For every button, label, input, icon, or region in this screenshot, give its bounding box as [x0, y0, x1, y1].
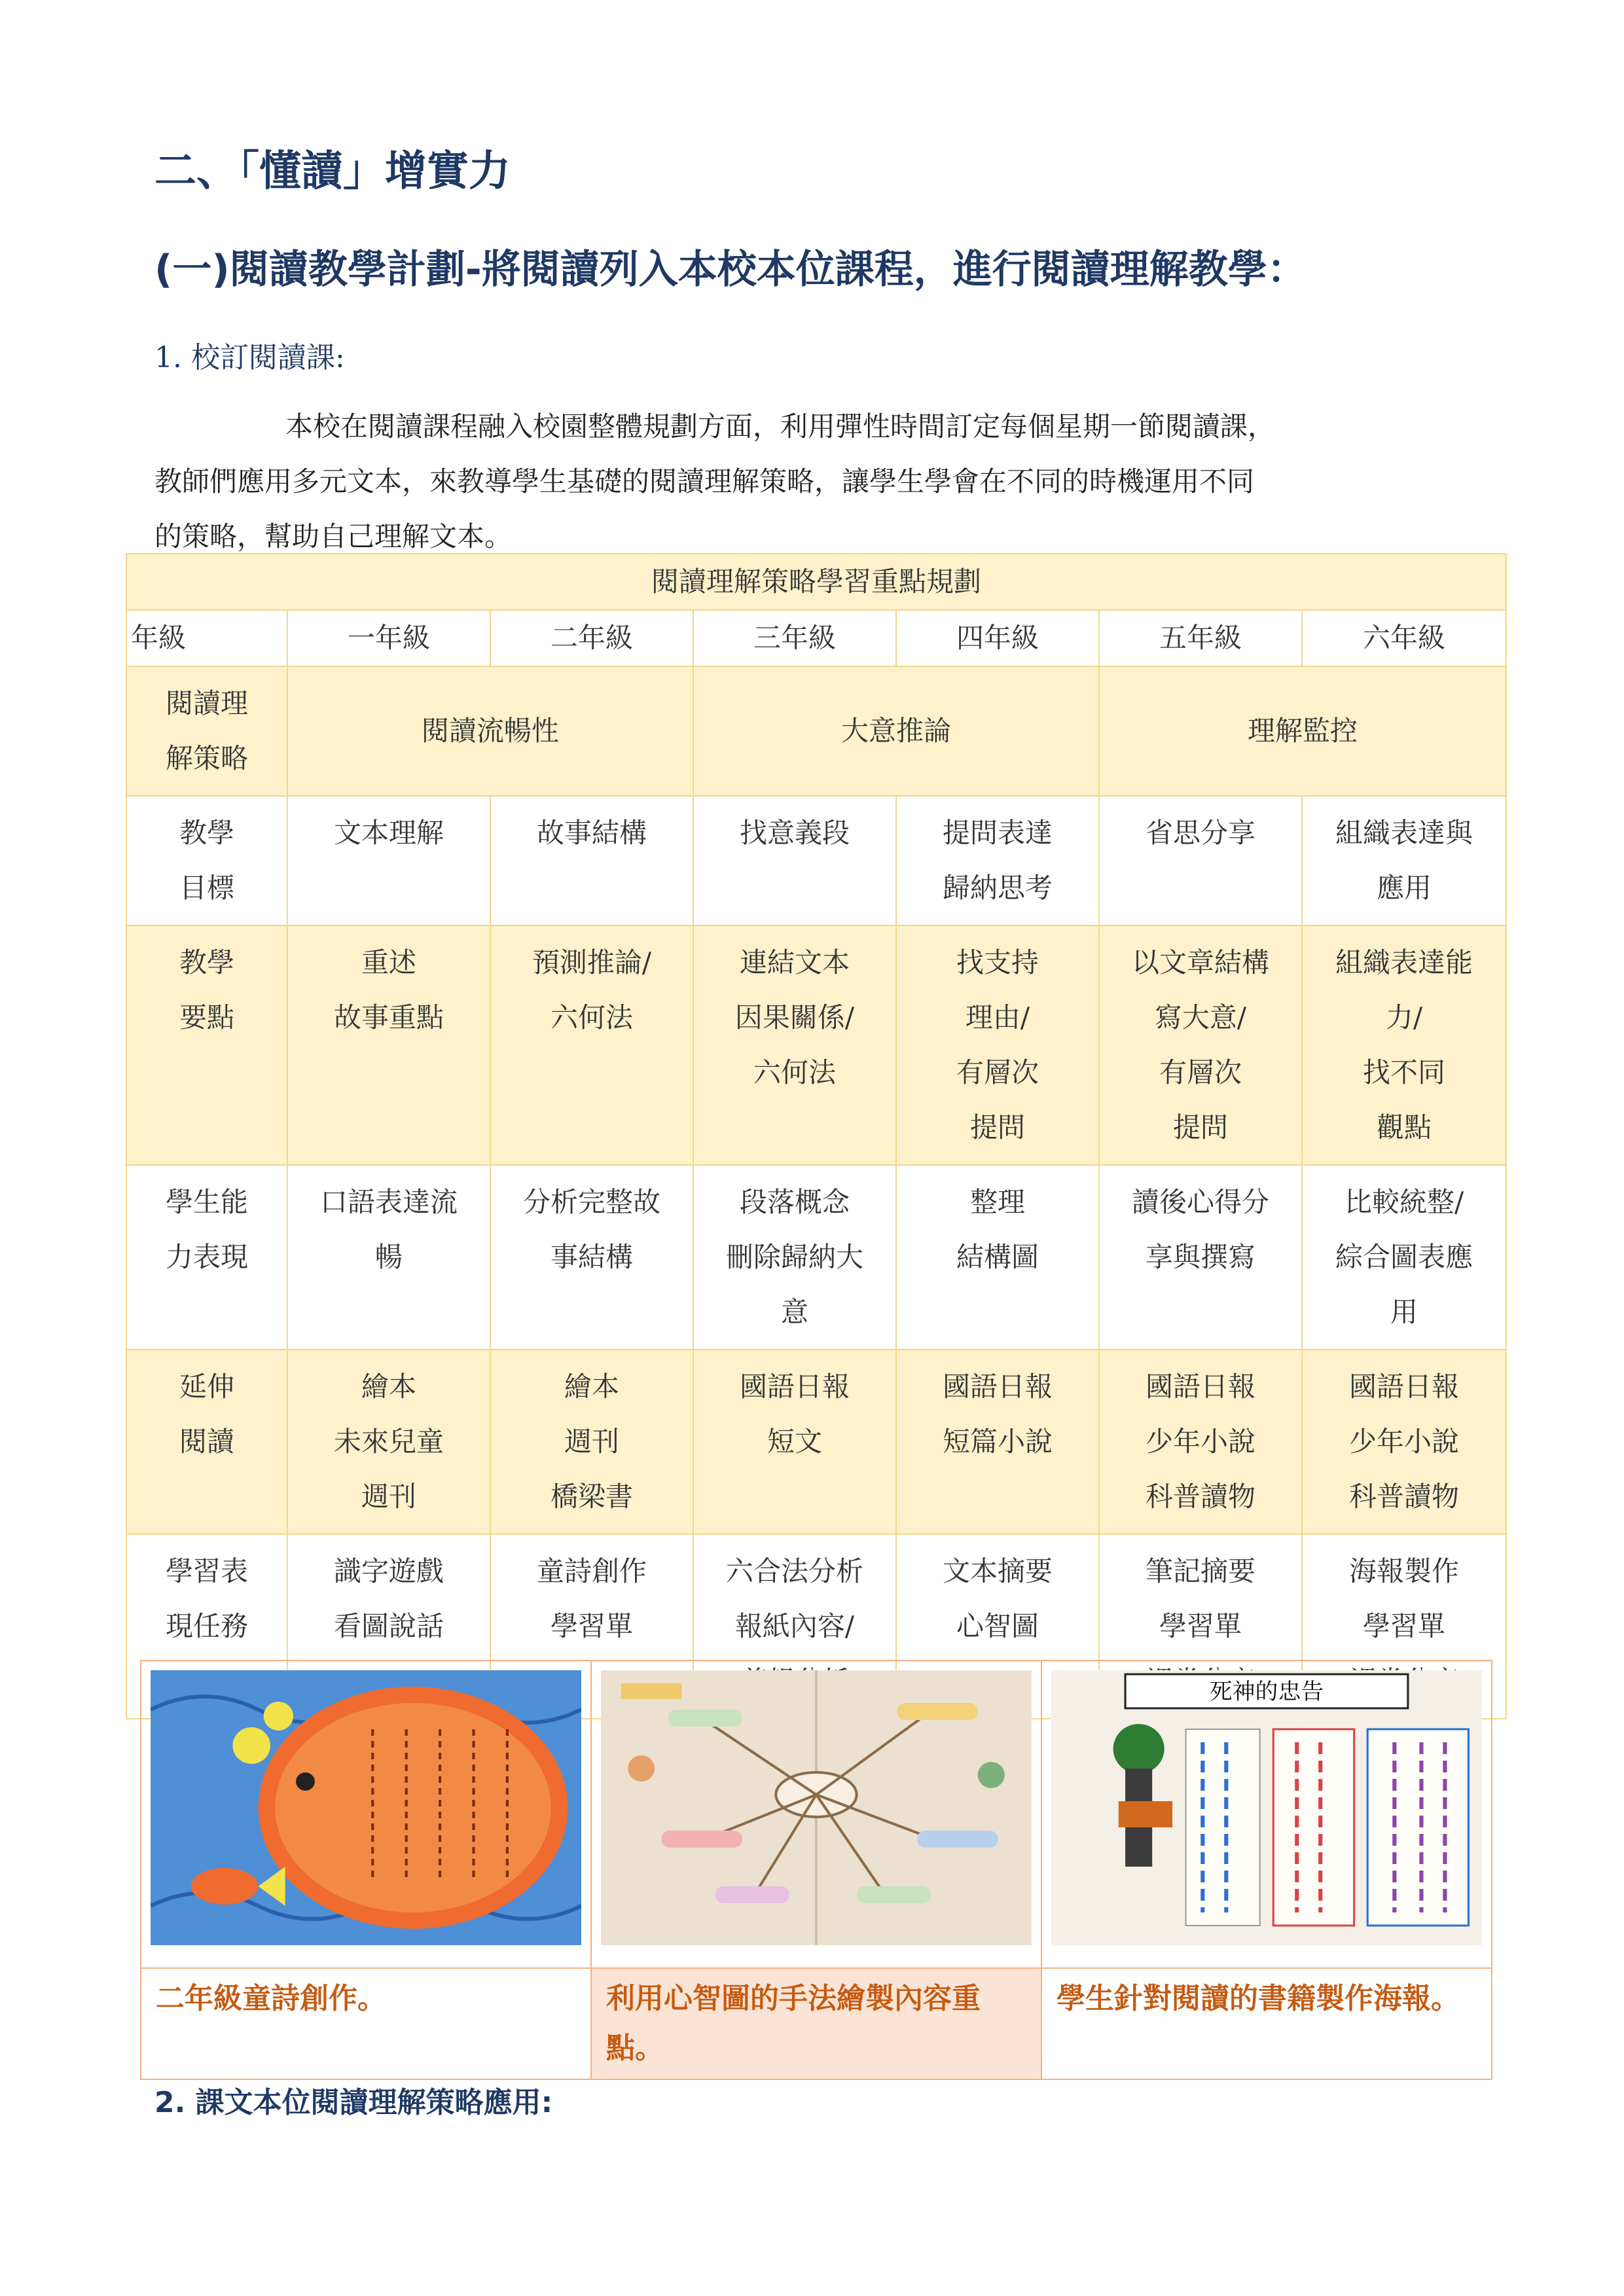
table-cell: 比較統整/ 綜合圖表應 用	[1302, 1165, 1506, 1350]
table-cell: 讀後心得分 享與撰寫	[1099, 1165, 1302, 1350]
row-label: 延伸 閱讀	[126, 1350, 287, 1534]
table-cell: 連結文本 因果關係/ 六何法	[693, 925, 896, 1165]
table-cell: 找支持 理由/ 有層次 提問	[896, 925, 1099, 1165]
poem-drawing-photo	[151, 1670, 581, 1945]
grade-header: 六年級	[1302, 610, 1506, 666]
row-label: 學習表 現任務	[126, 1534, 287, 1719]
grade-header: 三年級	[693, 610, 896, 666]
subsection-heading: (一)閱讀教學計劃-將閱讀列入本校本位課程，進行閱讀理解教學：	[154, 247, 1307, 293]
table-cell: 整理 結構圖	[896, 1165, 1099, 1350]
table-cell: 組織表達能 力/ 找不同 觀點	[1302, 925, 1506, 1165]
strategy-label: 閱讀理 解策略	[126, 666, 287, 796]
strategy-cell: 閱讀流暢性	[287, 666, 693, 796]
table-caption: 閱讀理解策略學習重點規劃	[126, 554, 1506, 610]
intro-line: 教師們應用多元文本，來教導學生基礎的閱讀理解策略，讓學生學會在不同的時機運用不同	[154, 465, 1255, 497]
item-heading-1: 1. 校訂閱讀課:	[154, 341, 345, 374]
intro-paragraph	[154, 399, 1477, 564]
grade-header: 四年級	[896, 610, 1099, 666]
row-label: 教學 目標	[126, 796, 287, 925]
table-row	[126, 925, 1506, 1165]
item-heading-2: 2. 課文本位閱讀理解策略應用:	[154, 2086, 553, 2119]
table-cell: 找意義段	[693, 796, 896, 925]
section-heading: 二、「懂讀」增實力	[154, 147, 511, 196]
photo-cell	[591, 1660, 1041, 1968]
photo-caption: 學生針對閱讀的書籍製作海報。	[1041, 1968, 1492, 2079]
intro-line: 的策略，幫助自己理解文本。	[154, 520, 513, 552]
table-row	[126, 796, 1506, 925]
photo-cell	[141, 1660, 591, 1968]
photo-cell	[1041, 1660, 1492, 1968]
table-cell: 海報製作 學習單	[1302, 1534, 1506, 1719]
table-cell: 省思分享	[1099, 796, 1302, 925]
table-cell: 提問表達 歸納思考	[896, 796, 1099, 925]
table-cell: 國語日報 短文	[693, 1350, 896, 1534]
strategy-cell: 大意推論	[693, 666, 1099, 796]
grade-label: 年級	[126, 610, 287, 666]
reading-strategy-table	[126, 553, 1507, 1719]
table-cell: 繪本 週刊 橋梁書	[490, 1350, 693, 1534]
intro-line: 本校在閱讀課程融入校園整體規劃方面，利用彈性時間訂定每個星期一節閱讀課，	[285, 410, 1276, 442]
grade-header: 五年級	[1099, 610, 1302, 666]
photo-caption: 利用心智圖的手法繪製內容重點。	[591, 1968, 1041, 2079]
table-cell: 國語日報 少年小說 科普讀物	[1302, 1350, 1506, 1534]
table-cell: 文本摘要 心智圖	[896, 1534, 1099, 1719]
table-row	[126, 1165, 1506, 1350]
table-cell: 組織表達與 應用	[1302, 796, 1506, 925]
row-label: 學生能 力表現	[126, 1165, 287, 1350]
mind-map-photo	[601, 1670, 1032, 1945]
table-cell: 國語日報 短篇小說	[896, 1350, 1099, 1534]
grade-header: 一年級	[287, 610, 490, 666]
table-cell: 段落概念 刪除歸納大 意	[693, 1165, 896, 1350]
table-cell: 筆記摘要 學習單	[1099, 1534, 1302, 1719]
table-row	[126, 1350, 1506, 1534]
photo-table	[140, 1660, 1492, 2080]
table-cell: 童詩創作 學習單	[490, 1534, 693, 1719]
grade-header: 二年級	[490, 610, 693, 666]
table-cell: 國語日報 少年小說 科普讀物	[1099, 1350, 1302, 1534]
poster-title: 死神的忠告	[1209, 1679, 1324, 1705]
table-cell: 分析完整故 事結構	[490, 1165, 693, 1350]
table-cell: 識字遊戲 看圖說話	[287, 1534, 490, 1719]
table-cell: 文本理解	[287, 796, 490, 925]
strategy-cell: 理解監控	[1099, 666, 1506, 796]
book-poster-photo	[1051, 1670, 1482, 1945]
table-cell: 預測推論/ 六何法	[490, 925, 693, 1165]
table-cell: 繪本 未來兒童 週刊	[287, 1350, 490, 1534]
table-cell: 故事結構	[490, 796, 693, 925]
row-label: 教學 要點	[126, 925, 287, 1165]
table-cell: 重述 故事重點	[287, 925, 490, 1165]
table-cell: 以文章結構 寫大意/ 有層次 提問	[1099, 925, 1302, 1165]
table-cell: 六合法分析 報紙內容/	[693, 1534, 896, 1719]
table-cell: 口語表達流 暢	[287, 1165, 490, 1350]
photo-caption: 二年級童詩創作。	[141, 1968, 591, 2079]
